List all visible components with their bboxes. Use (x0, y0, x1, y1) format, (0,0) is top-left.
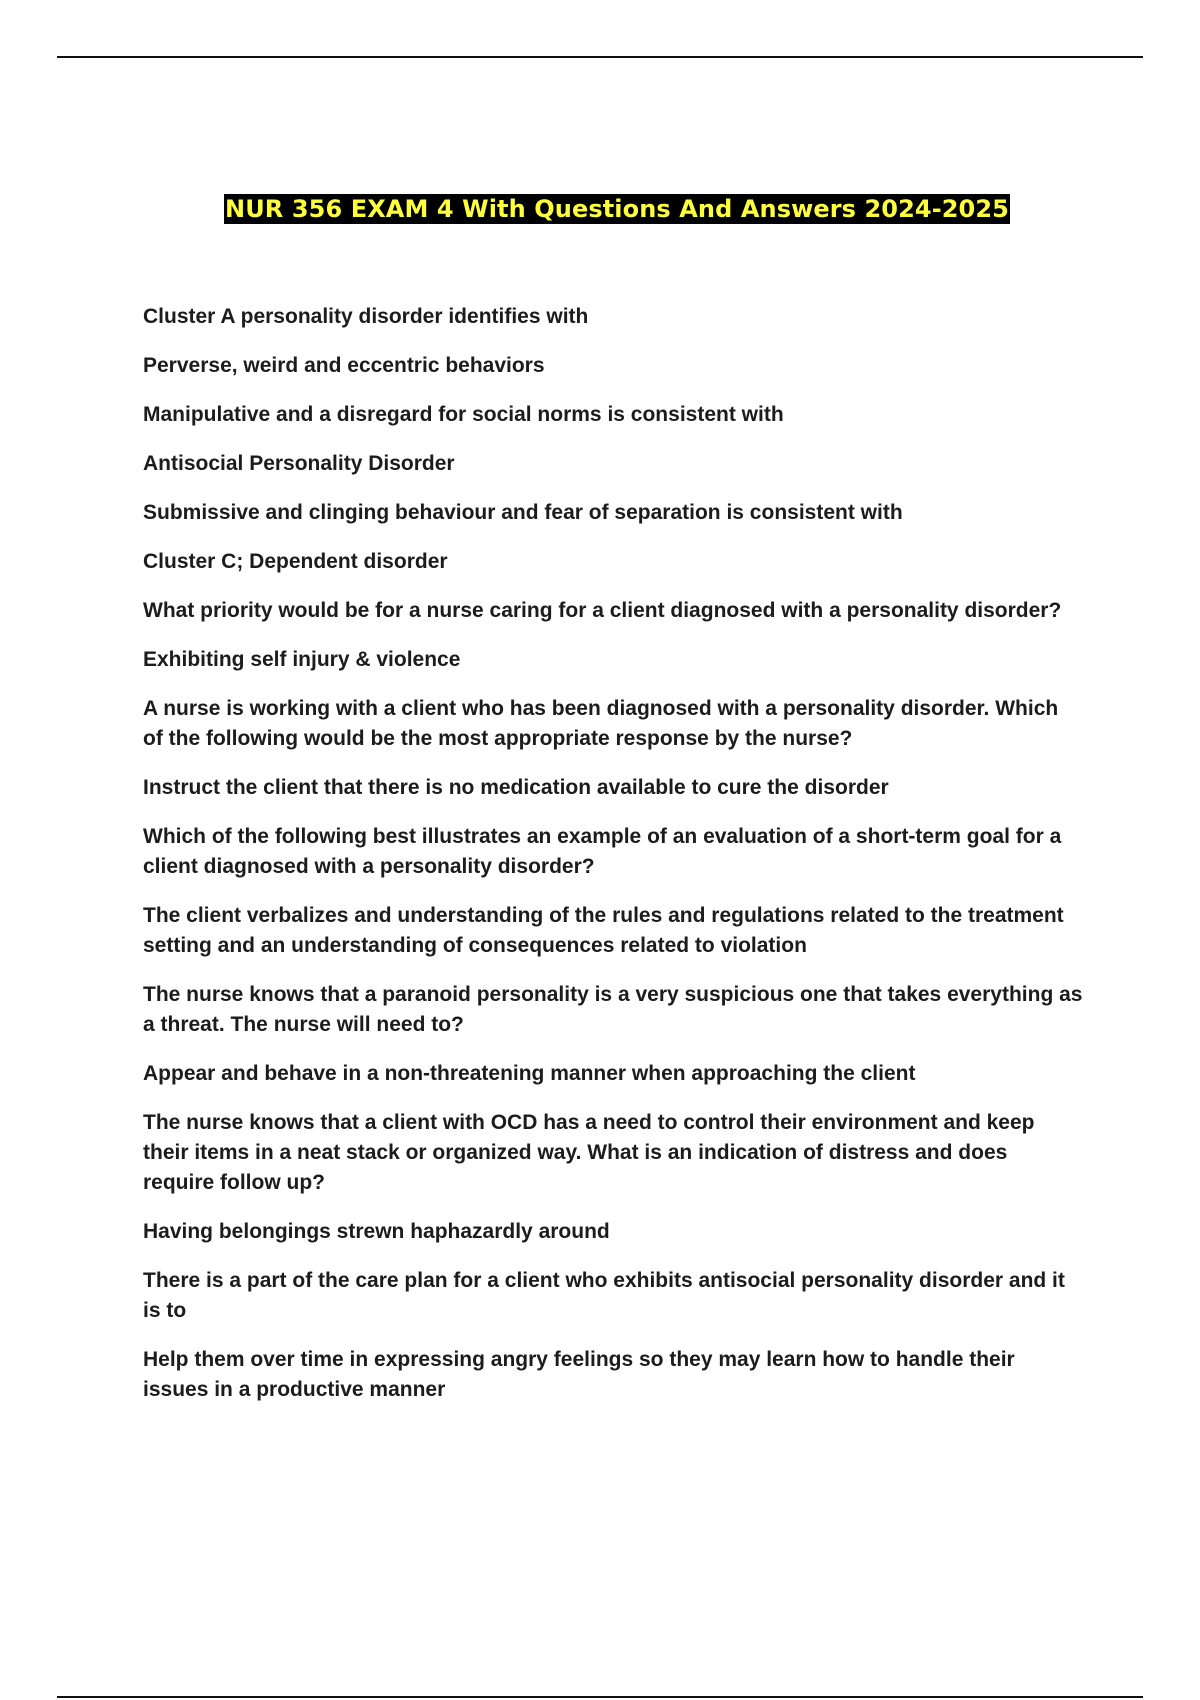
question-text: Cluster A personality disorder identifies with (143, 305, 589, 328)
question-text: Submissive and clinging behaviour and fear of separation is consistent with (143, 501, 903, 524)
answer-text: Appear and behave in a non-threatening manner when approaching the client (143, 1062, 916, 1085)
answer-text: Instruct the client that there is no medication available to cure the disorder (143, 776, 889, 799)
answer-text: Antisocial Personality Disorder (143, 452, 455, 475)
answer-text: Having belongings strewn haphazardly around (143, 1220, 610, 1243)
question-text: The nurse knows that a client with OCD has a need to control their environment and keep their items in a neat stack or organized way. What is an indication of distress and does require follow up? (143, 1111, 1035, 1194)
title-block (0, 194, 1200, 224)
question-text: There is a part of the care plan for a client who exhibits antisocial personality disorder and it is to (143, 1269, 1065, 1322)
answer-text: The client verbalizes and understanding of the rules and regulations related to the treatment setting and an understanding of consequences related to violation (143, 904, 1064, 957)
top-rule (57, 56, 1143, 58)
answer-text: Exhibiting self injury & violence (143, 648, 461, 671)
answer-text: Cluster C; Dependent disorder (143, 550, 448, 573)
document-title: NUR 356 EXAM 4 With Questions And Answers 2024-2025 (225, 195, 1009, 223)
bottom-rule (57, 1696, 1143, 1698)
answer-text: Help them over time in expressing angry feelings so they may learn how to handle their issues in a productive manner (143, 1348, 1015, 1401)
question-text: Manipulative and a disregard for social norms is consistent with (143, 403, 784, 426)
question-text: What priority would be for a nurse caring for a client diagnosed with a personality disorder? (143, 599, 1062, 622)
answer-text: Perverse, weird and eccentric behaviors (143, 354, 545, 377)
question-text: The nurse knows that a paranoid personality is a very suspicious one that takes everything as a threat. The nurse will need to? (143, 983, 1083, 1036)
qa-list (143, 302, 1083, 1424)
question-text: Which of the following best illustrates an example of an evaluation of a short-term goal for a client diagnosed with a personality disorder? (143, 825, 1062, 878)
question-text: A nurse is working with a client who has been diagnosed with a personality disorder. Which of the following would be the most appropriate response by the nurse? (143, 697, 1059, 750)
